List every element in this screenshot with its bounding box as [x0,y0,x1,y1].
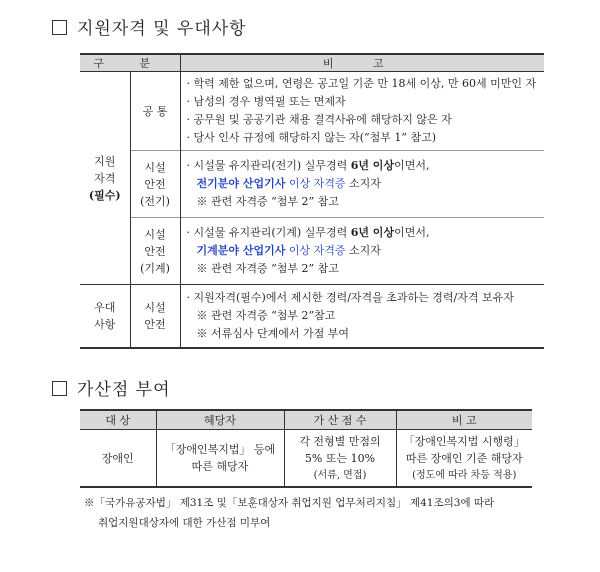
required-label-line2: 자격 [94,171,116,185]
common-item: · 남성의 경우 병역필 또는 면제자 [186,95,346,108]
mechanical-line1-post: 이면서, [394,226,430,239]
common-label: 공 통 [130,72,180,151]
header-category: 구 분 [80,54,180,72]
header-remarks: 비 고 [180,54,544,72]
eligibility-header-row [80,54,544,72]
points-line3: (서류, 면접) [313,469,367,481]
common-item: · 학력 제한 없으며, 연령은 공고일 기준 만 18세 이상, 만 60세 미만인 자 [186,77,537,90]
required-group-label [80,72,130,285]
electric-line2-post: 소지자 [345,177,381,190]
preferred-label-line1: 우대 [94,301,116,314]
electric-line2 [187,175,545,193]
preferred-row [80,285,544,349]
required-label-line1: 지원 [94,154,116,168]
electric-cert-level: 이상 자격증 [285,177,346,190]
header-target: 대 상 [80,410,156,430]
preferred-item: ※ 서류심사 단계에서 가점 부여 [196,327,349,340]
footnote-line2: 취업지원대상자에 대한 가산점 미부여 [98,517,271,529]
mechanical-label-line2: 안전 [144,244,166,258]
header-beneficiary: 혜당자 [156,410,284,430]
preferred-sub-line2: 안전 [144,318,166,331]
note-line3: (정도에 따라 차등 적용) [412,469,517,481]
bonus-points [284,430,396,488]
section-2-title: 가산점 부여 [77,380,171,400]
footnote [84,493,494,533]
mechanical-label [130,218,180,285]
mechanical-years: 6년 이상 [350,226,395,239]
bonus-target: 장애인 [80,430,156,488]
mechanical-line1-pre: · 시설물 유지관리(기계) 실무경력 [186,226,351,239]
common-items [180,72,544,151]
mechanical-cert-field: 기계분야 산업기사 [196,244,286,257]
electric-years: 6년 이상 [350,159,395,172]
preferred-sub-line1: 시설 [144,301,166,314]
section-1-heading [52,14,247,39]
header-note: 비 고 [396,410,532,430]
bonus-header-row [80,410,532,430]
preferred-item: · 지원자격(필수)에서 제시한 경력/자격을 초과하는 경력/자격 보유자 [186,291,514,304]
points-line2: 5% 또는 10% [304,451,376,465]
points-line1: 각 전형별 만점의 [299,434,381,448]
electric-note: ※ 관련 자격증 “첨부 2” 참고 [196,195,339,208]
bonus-points-table [80,409,532,488]
section-2-heading [52,375,171,400]
bonus-beneficiary [156,430,284,488]
header-points: 가 산 점 수 [284,410,396,430]
electric-cert-field: 전기분야 산업기사 [196,177,286,190]
electric-label-line2: 안전 [144,177,166,191]
mechanical-note: ※ 관련 자격증 “첨부 2” 참고 [196,262,339,275]
electric-line1-post: 이면서, [394,159,430,172]
mechanical-line2 [187,242,545,260]
preferred-group-label [80,285,130,349]
note-line2: 따른 장애인 기준 해당자 [405,451,523,465]
beneficiary-line1: 「장애인복지법」 등에 [164,443,276,456]
required-label-line3: (필수) [88,188,121,202]
common-item: · 당사 인사 규정에 해당하지 않는 자(“첨부 1” 참고) [186,131,437,144]
electric-label-line1: 시설 [144,160,166,174]
electric-label-line3: (전기) [140,194,170,208]
common-row [80,72,544,151]
mechanical-label-line1: 시설 [144,227,166,241]
bonus-row [80,430,532,488]
square-bullet-icon [52,20,67,35]
mechanical-line2-post: 소지자 [345,244,381,257]
footnote-line1: ※「국가유공자법」 제31조 및「보훈대상자 취업지원 업무처리지침」 제41조의3에 따라 [84,497,495,509]
mechanical-cert-level: 이상 자격증 [285,244,346,257]
preferred-label-line2: 사항 [94,318,116,331]
mechanical-requirements [180,218,544,285]
electric-requirements [180,151,544,218]
section-1-title: 지원자격 및 우대사항 [77,19,247,39]
bonus-note [396,430,532,488]
preferred-sub-label [130,285,180,349]
eligibility-table [80,53,544,349]
electric-line1 [187,157,545,175]
note-line1: 「장애인복지법 시행령」 [403,434,525,448]
electric-row [80,151,544,218]
beneficiary-line2: 따른 해당자 [191,460,249,473]
mechanical-line1 [187,224,545,242]
preferred-items [180,285,544,349]
mechanical-label-line3: (기계) [140,261,170,275]
electric-line1-pre: · 시설물 유지관리(전기) 실무경력 [186,159,351,172]
electric-label [130,151,180,218]
square-bullet-icon [52,381,67,396]
mechanical-row [80,218,544,285]
common-item: · 공무원 및 공공기관 채용 결격사유에 해당하지 않은 자 [186,113,452,126]
preferred-item: ※ 관련 자격증 “첨부 2”참고 [196,309,336,322]
